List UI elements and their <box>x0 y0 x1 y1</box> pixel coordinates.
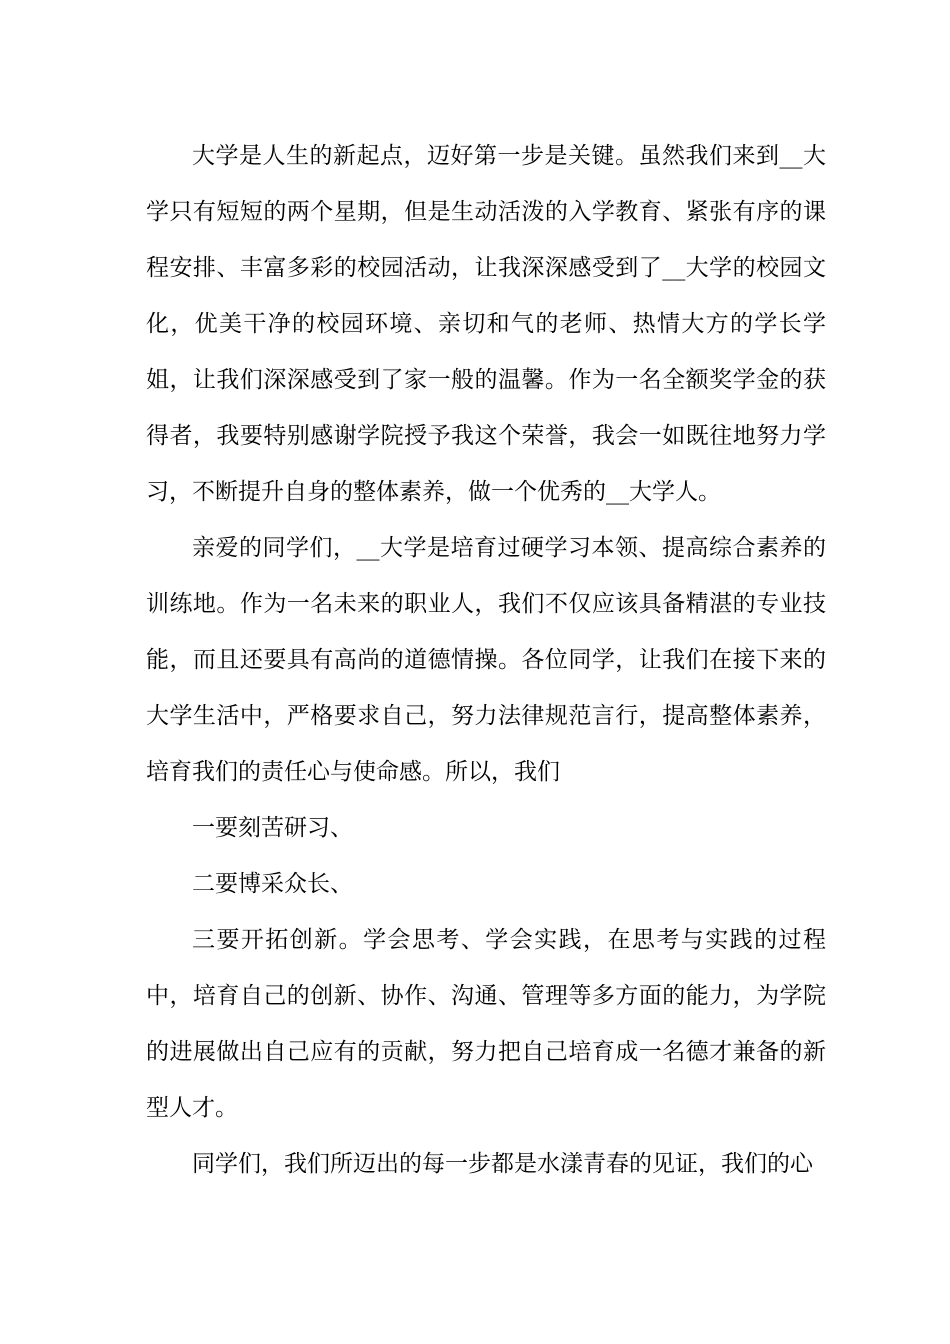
paragraph-classmates: 亲爱的同学们，__大学是培育过硬学习本领、提高综合素养的训练地。作为一名未来的职业人，我们不仅应该具备精湛的专业技能，而且还要具有高尚的道德情操。各位同学，让我们在接下来的大学生活中，严格要求自己，努力法律规范言行，提高整体素养，培育我们的责任心与使命感。所以，我们 <box>146 535 826 785</box>
paragraph-point-two: 二要博采众长、 <box>192 871 353 897</box>
paragraph-closing: 同学们，我们所迈出的每一步都是水漾青春的见证，我们的心 <box>192 1151 813 1177</box>
paragraph-point-one: 一要刻苦研习、 <box>192 815 353 841</box>
paragraph-intro: 大学是人生的新起点，迈好第一步是关键。虽然我们来到__大学只有短短的两个星期，但是生动活泼的入学教育、紧张有序的课程安排、丰富多彩的校园活动，让我深深感受到了__大学的校园文化，优美干净的校园环境、亲切和气的老师、热情大方的学长学姐，让我们深深感受到了家一般的温馨。作为一名全额奖学金的获得者，我要特别感谢学院授予我这个荣誉，我会一如既往地努力学习，不断提升自身的整体素养，做一个优秀的__大学人。 <box>146 143 826 505</box>
paragraph-point-three: 三要开拓创新。学会思考、学会实践，在思考与实践的过程中，培育自己的创新、协作、沟通、管理等多方面的能力，为学院的进展做出自己应有的贡献，努力把自己培育成一名德才兼备的新型人才。 <box>146 927 826 1121</box>
document-body <box>146 128 826 1192</box>
